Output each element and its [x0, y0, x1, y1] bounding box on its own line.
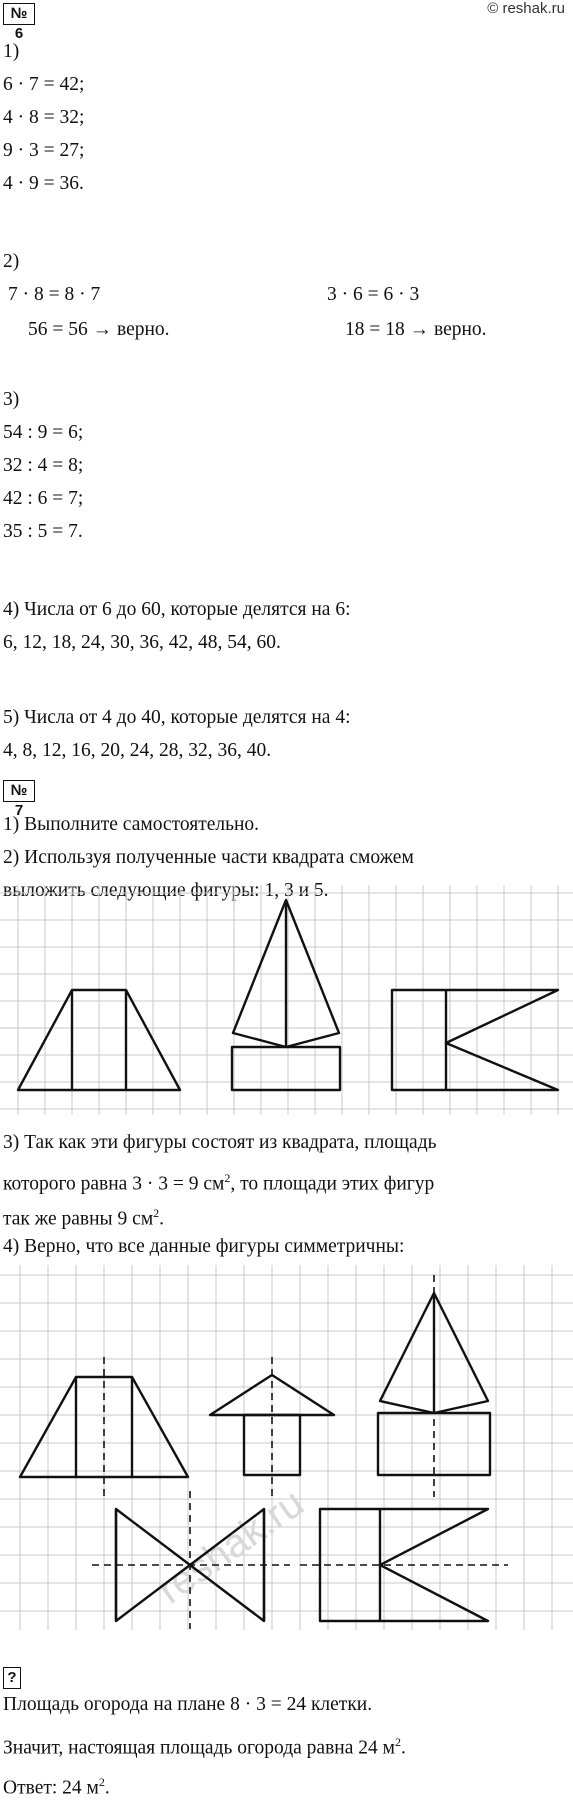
area-equal-tail: .: [159, 1208, 165, 1230]
task7-figures-grid: [0, 885, 573, 1115]
task6-part1-line: 4 · 8 = 32;: [3, 107, 85, 128]
task6-part2-left-equation: 7 · 8 = 8 · 7: [8, 284, 101, 305]
real-area-text: Значит, настоящая площадь огорода равна 24 м: [3, 1737, 395, 1759]
task7-part3-line2: [3, 1166, 434, 1197]
task7-part1: 1) Выполните самостоятельно.: [3, 814, 260, 835]
task7-part3-line3: [3, 1201, 164, 1232]
area-text-tail: , то площади этих фигур: [230, 1173, 435, 1195]
task6-part3-line: 54 : 9 = 6;: [3, 422, 84, 443]
task6-part1-line: 4 · 9 = 36.: [3, 173, 84, 194]
task6-part5-text: 5) Числа от 4 до 40, которые делятся на 4:: [3, 707, 351, 728]
grid-lines: [0, 1265, 573, 1630]
answer-line: [3, 1770, 110, 1801]
kite-on-rectangle-figure: [232, 900, 340, 1090]
task7-part2-line1: 2) Используя полученные части квадрата сможем: [3, 847, 414, 868]
task7-symmetry-grid: [0, 1265, 573, 1630]
task6-part2-right-check: 18 = 18 → верно.: [345, 319, 487, 340]
task-6-badge: № 6: [3, 3, 35, 25]
task6-part5-list: 4, 8, 12, 16, 20, 24, 28, 32, 36, 40.: [3, 740, 272, 761]
task6-part1-line: 6 · 7 = 42;: [3, 74, 85, 95]
task6-part3-line: 35 : 5 = 7.: [3, 521, 83, 542]
flag-figure: [392, 990, 558, 1090]
task6-part4-list: 6, 12, 18, 24, 30, 36, 42, 48, 54, 60.: [3, 632, 281, 653]
task7-part2-line2: выложить следующие фигуры: 1, 3 и 5.: [3, 880, 329, 901]
answer-text: Ответ: 24 м: [3, 1777, 99, 1799]
task6-part1-label: 1): [3, 41, 20, 62]
question-badge: ?: [3, 1667, 21, 1689]
task6-part4-text: 4) Числа от 6 до 60, которые делятся на 6:: [3, 599, 351, 620]
area-unit-exponent: 2: [224, 1171, 231, 1185]
task6-part2-right-equation: 3 · 6 = 6 · 3: [327, 284, 420, 305]
question-line2: [3, 1730, 406, 1761]
question-line1: Площадь огорода на плане 8 · 3 = 24 клетки.: [3, 1694, 373, 1715]
task7-part3-line1: 3) Так как эти фигуры состоят из квадрата, площадь: [3, 1132, 437, 1153]
task6-part3-label: 3): [3, 389, 20, 410]
area-unit-exponent: 2: [153, 1206, 160, 1220]
watermark-text: © reshak.ru: [487, 0, 565, 17]
real-area-tail: .: [400, 1737, 406, 1759]
task6-part3-line: 32 : 4 = 8;: [3, 455, 84, 476]
task6-part2-left-check: 56 = 56 → верно.: [28, 319, 170, 340]
task7-part4: 4) Верно, что все данные фигуры симметричны:: [3, 1236, 405, 1257]
area-text: которого равна 3 · 3 = 9 см: [3, 1173, 225, 1195]
task6-part1-line: 9 · 3 = 27;: [3, 140, 85, 161]
task-7-badge: № 7: [3, 780, 35, 802]
area-equal-text: так же равны 9 см: [3, 1208, 154, 1230]
task6-part3-line: 42 : 6 = 7;: [3, 488, 84, 509]
task6-part2-label: 2): [3, 251, 20, 272]
area-unit-exponent: 2: [98, 1775, 105, 1789]
area-unit-exponent: 2: [394, 1735, 401, 1749]
answer-tail: .: [104, 1777, 110, 1799]
grid-watermark: reshak.ru: [149, 1480, 312, 1613]
